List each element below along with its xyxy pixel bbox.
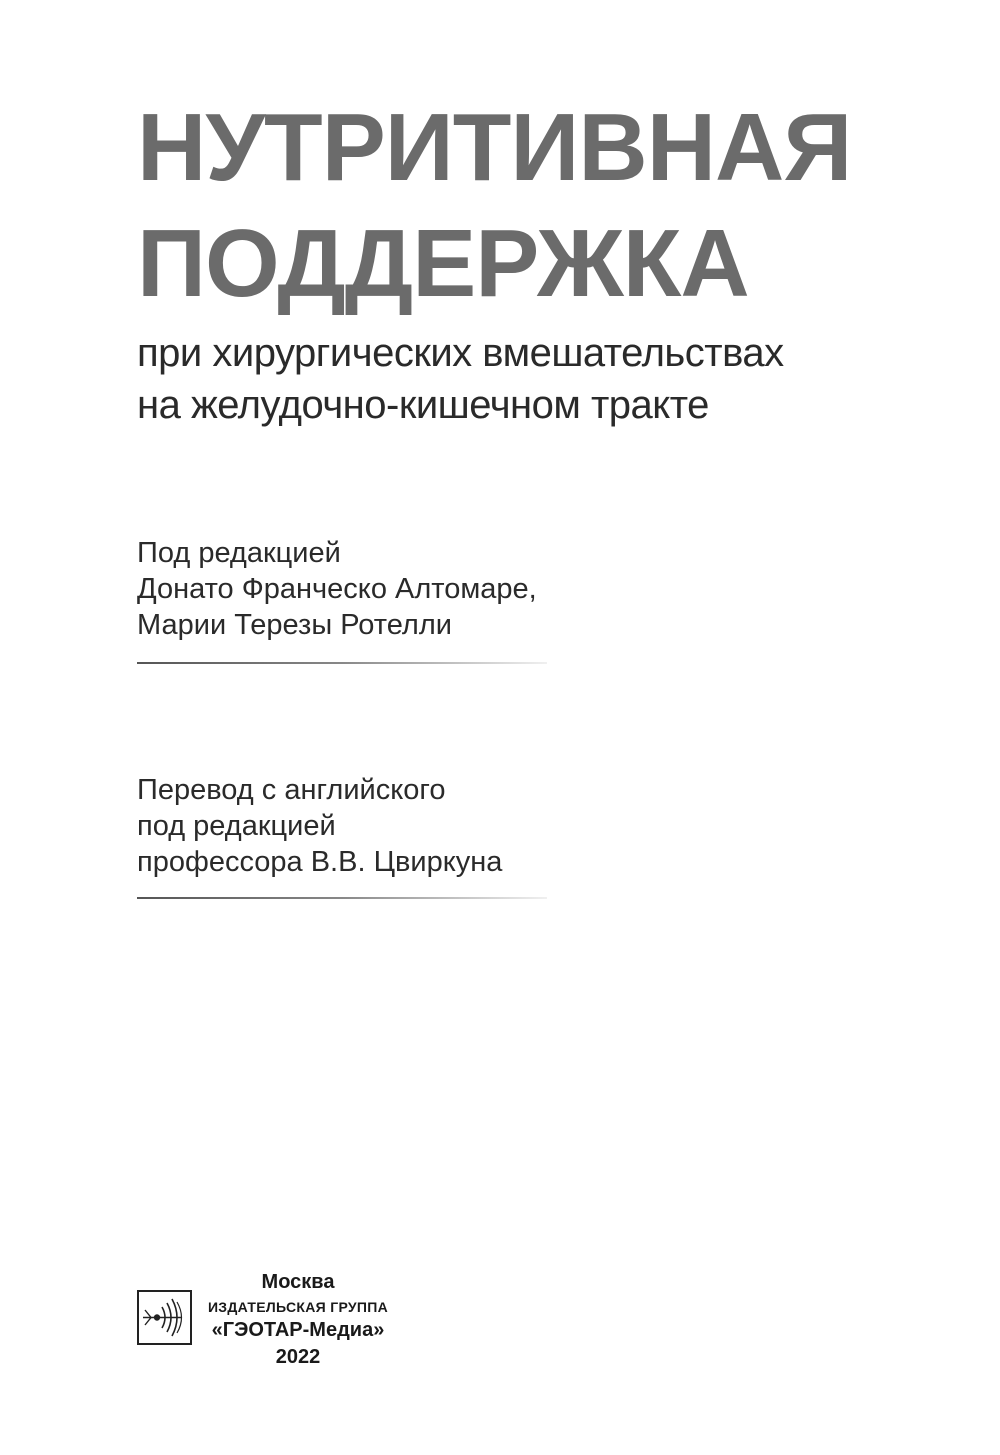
divider-rule [137,897,547,899]
title-line-2: ПОДДЕРЖКА [137,210,749,317]
title-line-1: НУТРИТИВНАЯ [137,94,852,201]
publisher-city: Москва [261,1271,335,1293]
subtitle-line-1: при хирургических вмешательствах [137,331,784,375]
editors-line-1: Под редакцией [137,537,341,569]
divider-rule [137,662,547,664]
translation-line-1: Перевод с английского [137,774,446,806]
translation-line-3: профессора В.В. Цвиркуна [137,846,503,878]
publication-year: 2022 [275,1346,321,1368]
book-subtitle [137,327,967,431]
editors-line-3: Марии Терезы Ротелли [137,609,452,641]
publisher-block [198,1270,398,1370]
subtitle-line-2: на желудочно-кишечном тракте [137,383,709,427]
publisher-group: ИЗДАТЕЛЬСКАЯ ГРУППА [207,1299,389,1315]
geotar-logo-icon [137,1290,192,1345]
publisher-name: «ГЭОТАР-Медиа» [211,1319,385,1341]
book-title [137,94,957,317]
editors-block [137,535,637,643]
translation-line-2: под редакцией [137,810,336,842]
translation-block [137,772,637,880]
editors-line-2: Донато Франческо Алтомаре, [137,573,537,605]
